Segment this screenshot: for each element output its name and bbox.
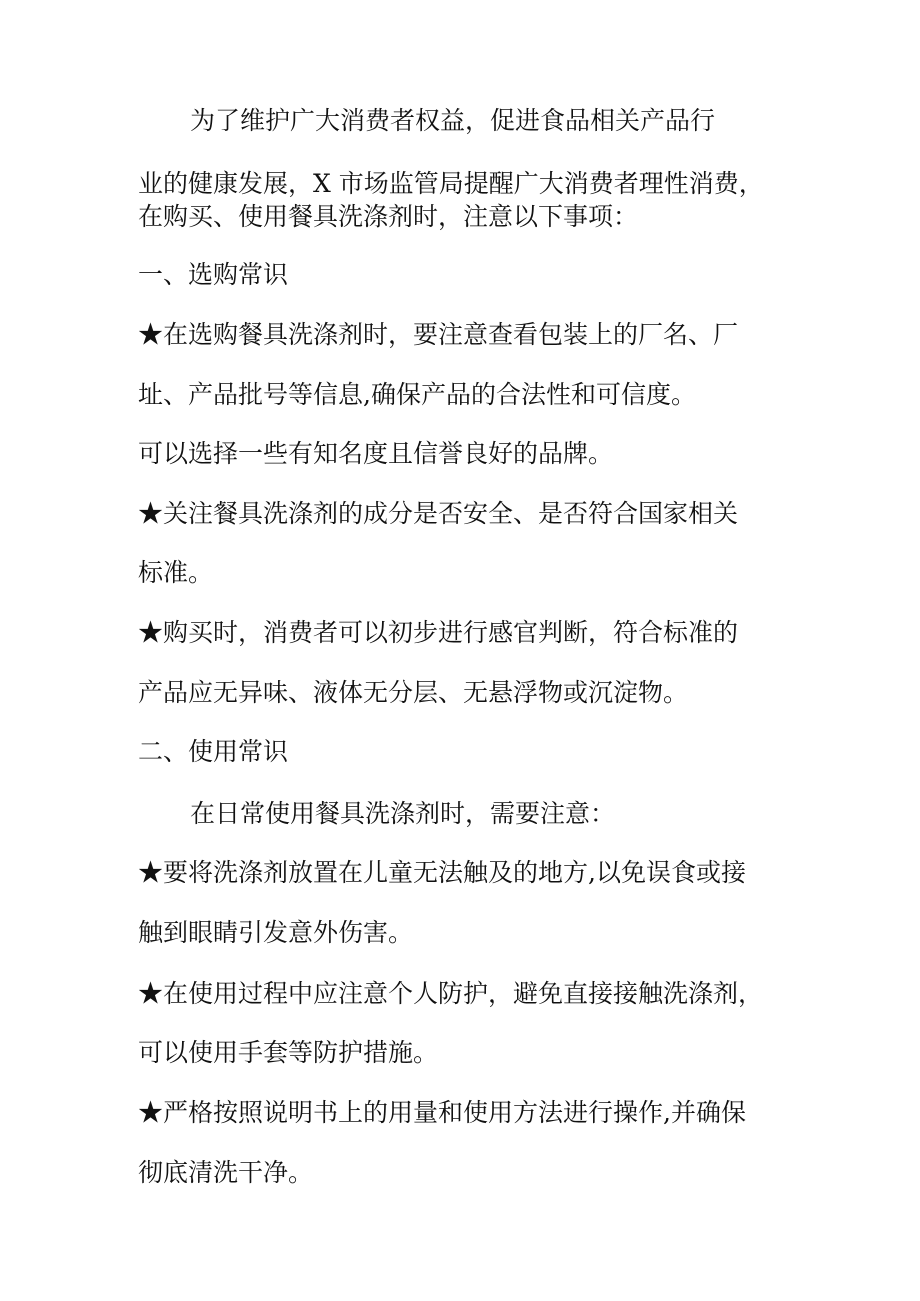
purchase-tip-2-line-2: 标准。 (138, 558, 214, 587)
purchase-tip-1-line-1: ★在选购餐具洗涤剂时，要注意查看包装上的厂名、厂 (138, 320, 739, 349)
purchase-tip-3-line-2: 产品应无异味、液体无分层、无悬浮物或沉淀物。 (138, 678, 689, 707)
section-heading-usage: 二、使用常识 (138, 737, 289, 766)
paragraph-intro-line-2: 业的健康发展，X 市场监管局提醒广大消费者理性消费， (138, 169, 764, 198)
section-heading-purchase: 一、选购常识 (138, 260, 289, 289)
purchase-tip-3-line-1: ★购买时，消费者可以初步进行感官判断，符合标准的 (138, 618, 739, 647)
usage-intro: 在日常使用餐具洗涤剂时，需要注意： (190, 799, 616, 828)
usage-tip-1-line-2: 触到眼睛引发意外伤害。 (138, 918, 414, 947)
usage-tip-2-line-1: ★在使用过程中应注意个人防护，避免直接接触洗涤剂， (138, 979, 764, 1008)
paragraph-intro-line-3: 在购买、使用餐具洗涤剂时，注意以下事项： (138, 202, 639, 231)
purchase-tip-1-line-2: 址、产品批号等信息,确保产品的合法性和可信度。 (138, 380, 696, 409)
usage-tip-3-line-1: ★严格按照说明书上的用量和使用方法进行操作,并确保 (138, 1098, 746, 1127)
usage-tip-2-line-2: 可以使用手套等防护措施。 (138, 1038, 439, 1067)
purchase-tip-2-line-1: ★关注餐具洗涤剂的成分是否安全、是否符合国家相关 (138, 499, 739, 528)
purchase-tip-1-line-3: 可以选择一些有知名度且信誉良好的品牌。 (138, 439, 614, 468)
usage-tip-1-line-1: ★要将洗涤剂放置在儿童无法触及的地方,以免误食或接 (138, 858, 746, 887)
usage-tip-3-line-2: 彻底清洗干净。 (138, 1158, 314, 1187)
paragraph-intro-line-1: 为了维护广大消费者权益，促进食品相关产品行 (190, 106, 716, 135)
